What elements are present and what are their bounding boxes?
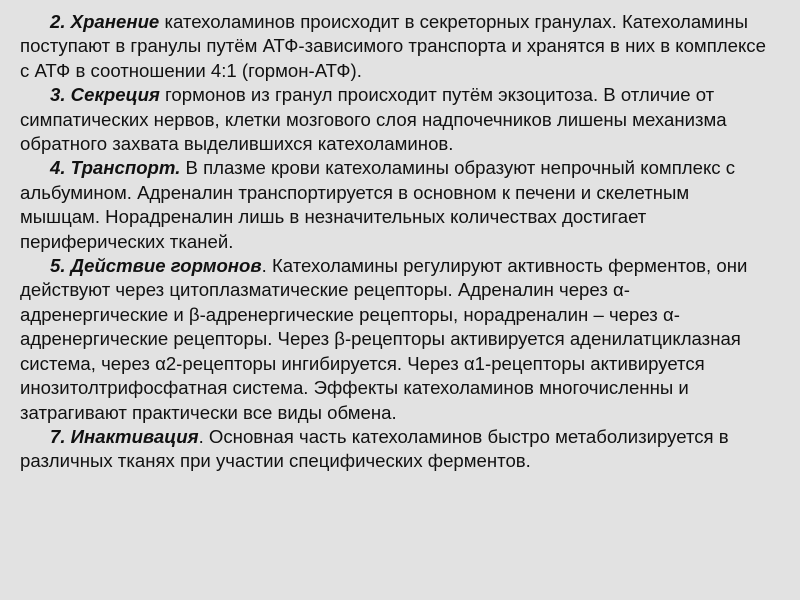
paragraph-text: катехоламинов происходит в секреторных гранулах. Катехоламины поступают в гранулы путём АТФ-зависимого транспорта и хранятся в них в комплексе с АТФ в соотношении 4:1 (гормон-АТФ).	[20, 11, 766, 81]
paragraph-heading: 2. Хранение	[50, 11, 160, 32]
paragraph-text: В плазме крови катехоламины образуют непрочный комплекс с альбумином. Адреналин транспортируется в основном к печени и скелетным мышцам. Норадреналин лишь в незначительных количествах достигает периферических тканей.	[20, 157, 736, 252]
paragraph-heading: 3. Секреция	[50, 84, 160, 106]
paragraph-hormone-action	[20, 254, 774, 425]
paragraph-inactivation	[20, 425, 774, 474]
paragraph-heading: 7. Инактивация	[50, 425, 199, 447]
paragraph-secretion	[20, 83, 774, 156]
paragraph-heading: 5. Действие гормонов	[50, 255, 262, 277]
paragraph-text: . Катехоламины регулируют активность ферментов, они действуют через цитоплазматические рецепторы. Адреналин через α-адренергические и β-адренергические рецепторы, норадреналин – через α-адренергические рецепторы. Через β-рецепторы активируется аденилатциклазная система, через α2-рецепторы ингибируется. Через α1-рецепторы активируется инозитолтрифосфатная система. Эффекты катехоламинов многочисленны и затрагивают практически все виды обмена.	[20, 255, 748, 423]
paragraph-heading: 4. Транспорт.	[50, 157, 181, 179]
paragraph-text: гормонов из гранул происходит путём экзоцитоза. В отличие от симпатических нервов, клетки мозгового слоя надпочечников лишены механизма обратного захвата выделившихся катехоламинов.	[20, 84, 727, 155]
paragraph-transport	[20, 156, 774, 254]
paragraph-storage	[20, 10, 774, 83]
paragraph-text: . Основная часть катехоламинов быстро метаболизируется в различных тканях при участии специфических ферментов.	[20, 425, 729, 472]
